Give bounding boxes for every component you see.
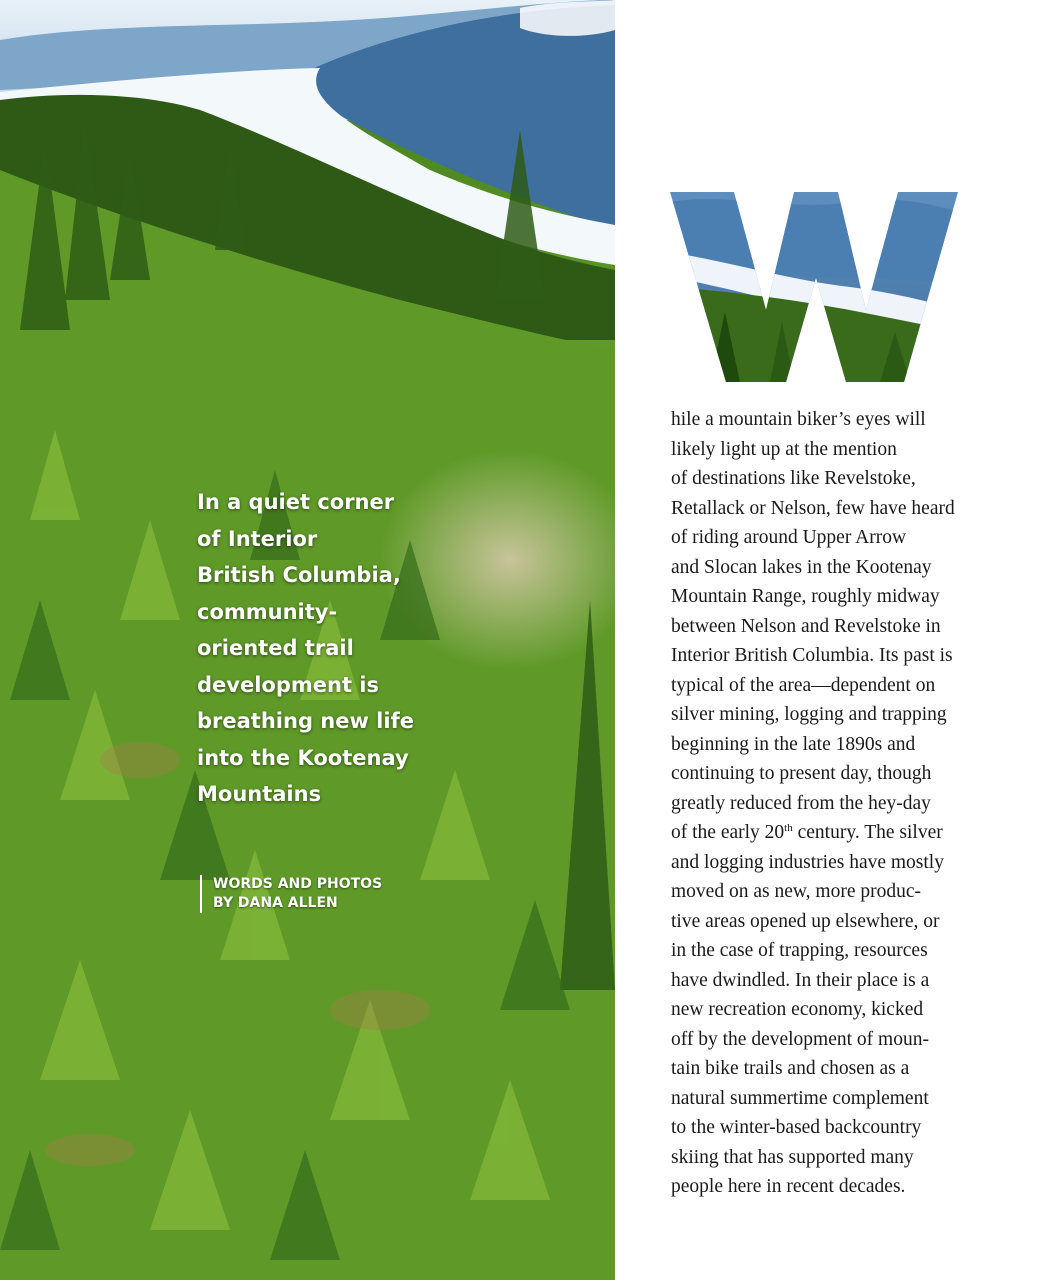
article-line: tive areas opened up elsewhere, or [671,910,940,932]
article-line: hile a mountain biker’s eyes will [671,409,926,430]
deck-line: In a quiet corner [197,490,395,514]
deck-line: British Columbia, [197,563,401,587]
deck-line: development is [197,672,379,697]
line-20th-before: of the early 20 [671,822,785,843]
article-line: moved on as new, more produc- [671,881,921,902]
article-line: and logging industries have mostly [671,851,944,873]
deck-line: Mountains [197,782,322,806]
article-line: Mountain Range, roughly midway [671,586,940,607]
deck-line: into the Kootenay [197,745,409,770]
article-line: and Slocan lakes in the Kootenay [671,556,932,578]
article-line: typical of the area—dependent on [671,674,936,696]
article-line: beginning in the late 1890s and [671,733,916,755]
article-line: off by the development of moun- [671,1028,929,1050]
byline-line-1: WORDS AND PHOTOS [213,876,383,892]
deck-line: of Interior [197,526,318,551]
article-line: silver mining, logging and trapping [671,704,947,725]
article-line: natural summertime complement [671,1087,929,1109]
deck-line: breathing new life [197,709,414,733]
article-line: greatly reduced from the hey-day [671,792,931,814]
byline-line-2: BY DANA ALLEN [213,895,338,911]
article-line: skiing that has supported many [671,1146,914,1168]
article-line: continuing to present day, though [671,763,932,784]
deck-line: community- [197,599,338,624]
article-line: Interior British Columbia. Its past is [671,645,953,666]
deck-headline [197,484,427,813]
article-line: people here in recent decades. [671,1176,906,1197]
article-line: to the winter-based backcountry [671,1117,922,1138]
article-line: between Nelson and Revelstoke in [671,615,941,637]
article-line: of riding around Upper Arrow [671,527,907,548]
article-line: new recreation economy, kicked [671,999,924,1020]
article-line: likely light up at the mention [671,438,897,460]
line-20th-after: century. The silver [792,822,943,843]
deck-line: oriented trail [197,636,354,660]
article-line: Retallack or Nelson, few have heard [671,497,955,519]
dropcap-letter [670,192,960,384]
article-line: have dwindled. In their place is a [671,969,930,991]
article-body [671,405,1001,1202]
article-line: tain bike trails and chosen as a [671,1058,910,1079]
article-line-20th [671,818,1001,848]
article-line: in the case of trapping, resources [671,940,928,961]
article-line: of destinations like Revelstoke, [671,468,916,489]
dropcap-w-icon [670,192,960,384]
byline [200,875,382,913]
superscript-th: th [784,822,793,834]
